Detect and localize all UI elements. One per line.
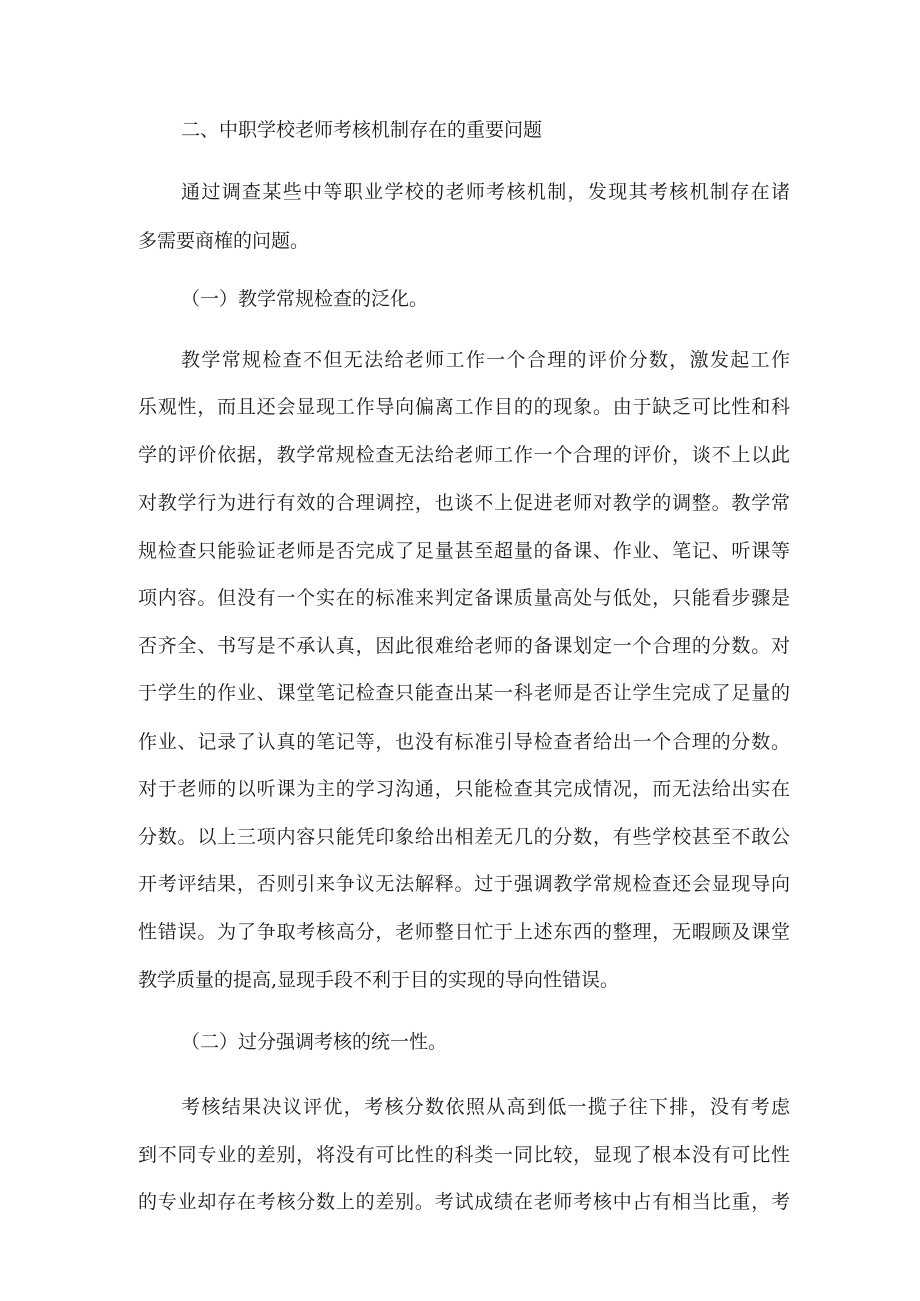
section-heading: 二、中职学校老师考核机制存在的重要问题 [181,119,543,141]
subheading-2: （二）过分强调考核的统一性。 [181,1031,448,1053]
para1-line-2: 乐观性，而且还会显现工作导向偏离工作目的的现象。由于缺乏可比性和科 [138,396,790,418]
para1-line-9: 作业、记录了认真的笔记等，也没有标准引导检查者给出一个合理的分数。 [138,731,790,753]
para2-line-3: 的专业却存在考核分数上的差别。考试成绩在老师考核中占有相当比重，考 [138,1191,790,1213]
para1-line-8: 于学生的作业、课堂笔记检查只能查出某一科老师是否让学生完成了足量的 [138,682,790,704]
intro-line-1: 通过调查某些中等职业学校的老师考核机制，发现其考核机制存在诸 [181,181,790,203]
subheading-1: （一）教学常规检查的泛化。 [181,288,429,310]
para1-line-14: 教学质量的提高,显现手段不利于目的实现的导向性错误。 [138,969,620,991]
para2-line-1: 考核结果决议评优，考核分数依照从高到低一揽子往下排，没有考虑 [181,1096,790,1118]
para1-line-12: 开考评结果，否则引来争议无法解释。过于强调教学常规检查还会显现导向 [138,873,790,895]
intro-line-2: 多需要商榷的问题。 [138,230,310,252]
para1-line-11: 分数。以上三项内容只能凭印象给出相差无几的分数，有些学校甚至不敢公 [138,826,790,848]
para2-line-2: 到不同专业的差别，将没有可比性的科类一同比较，显现了根本没有可比性 [138,1144,790,1166]
para1-line-6: 项内容。但没有一个实在的标准来判定备课质量高处与低处，只能看步骤是 [138,587,790,609]
para1-line-1: 教学常规检查不但无法给老师工作一个合理的评价分数，激发起工作 [181,349,790,371]
para1-line-3: 学的评价依据，教学常规检查无法给老师工作一个合理的评价，谈不上以此 [138,444,790,466]
para1-line-7: 否齐全、书写是不承认真，因此很难给老师的备课划定一个合理的分数。对 [138,635,790,657]
para1-line-10: 对于老师的以听课为主的学习沟通，只能检查其完成情况，而无法给出实在 [138,778,790,800]
para1-line-13: 性错误。为了争取考核高分，老师整日忙于上述东西的整理，无暇顾及课堂 [138,921,790,943]
para1-line-4: 对教学行为进行有效的合理调控，也谈不上促进老师对教学的调整。教学常 [138,492,790,514]
para1-line-5: 规检查只能验证老师是否完成了足量甚至超量的备课、作业、笔记、听课等 [138,540,790,562]
